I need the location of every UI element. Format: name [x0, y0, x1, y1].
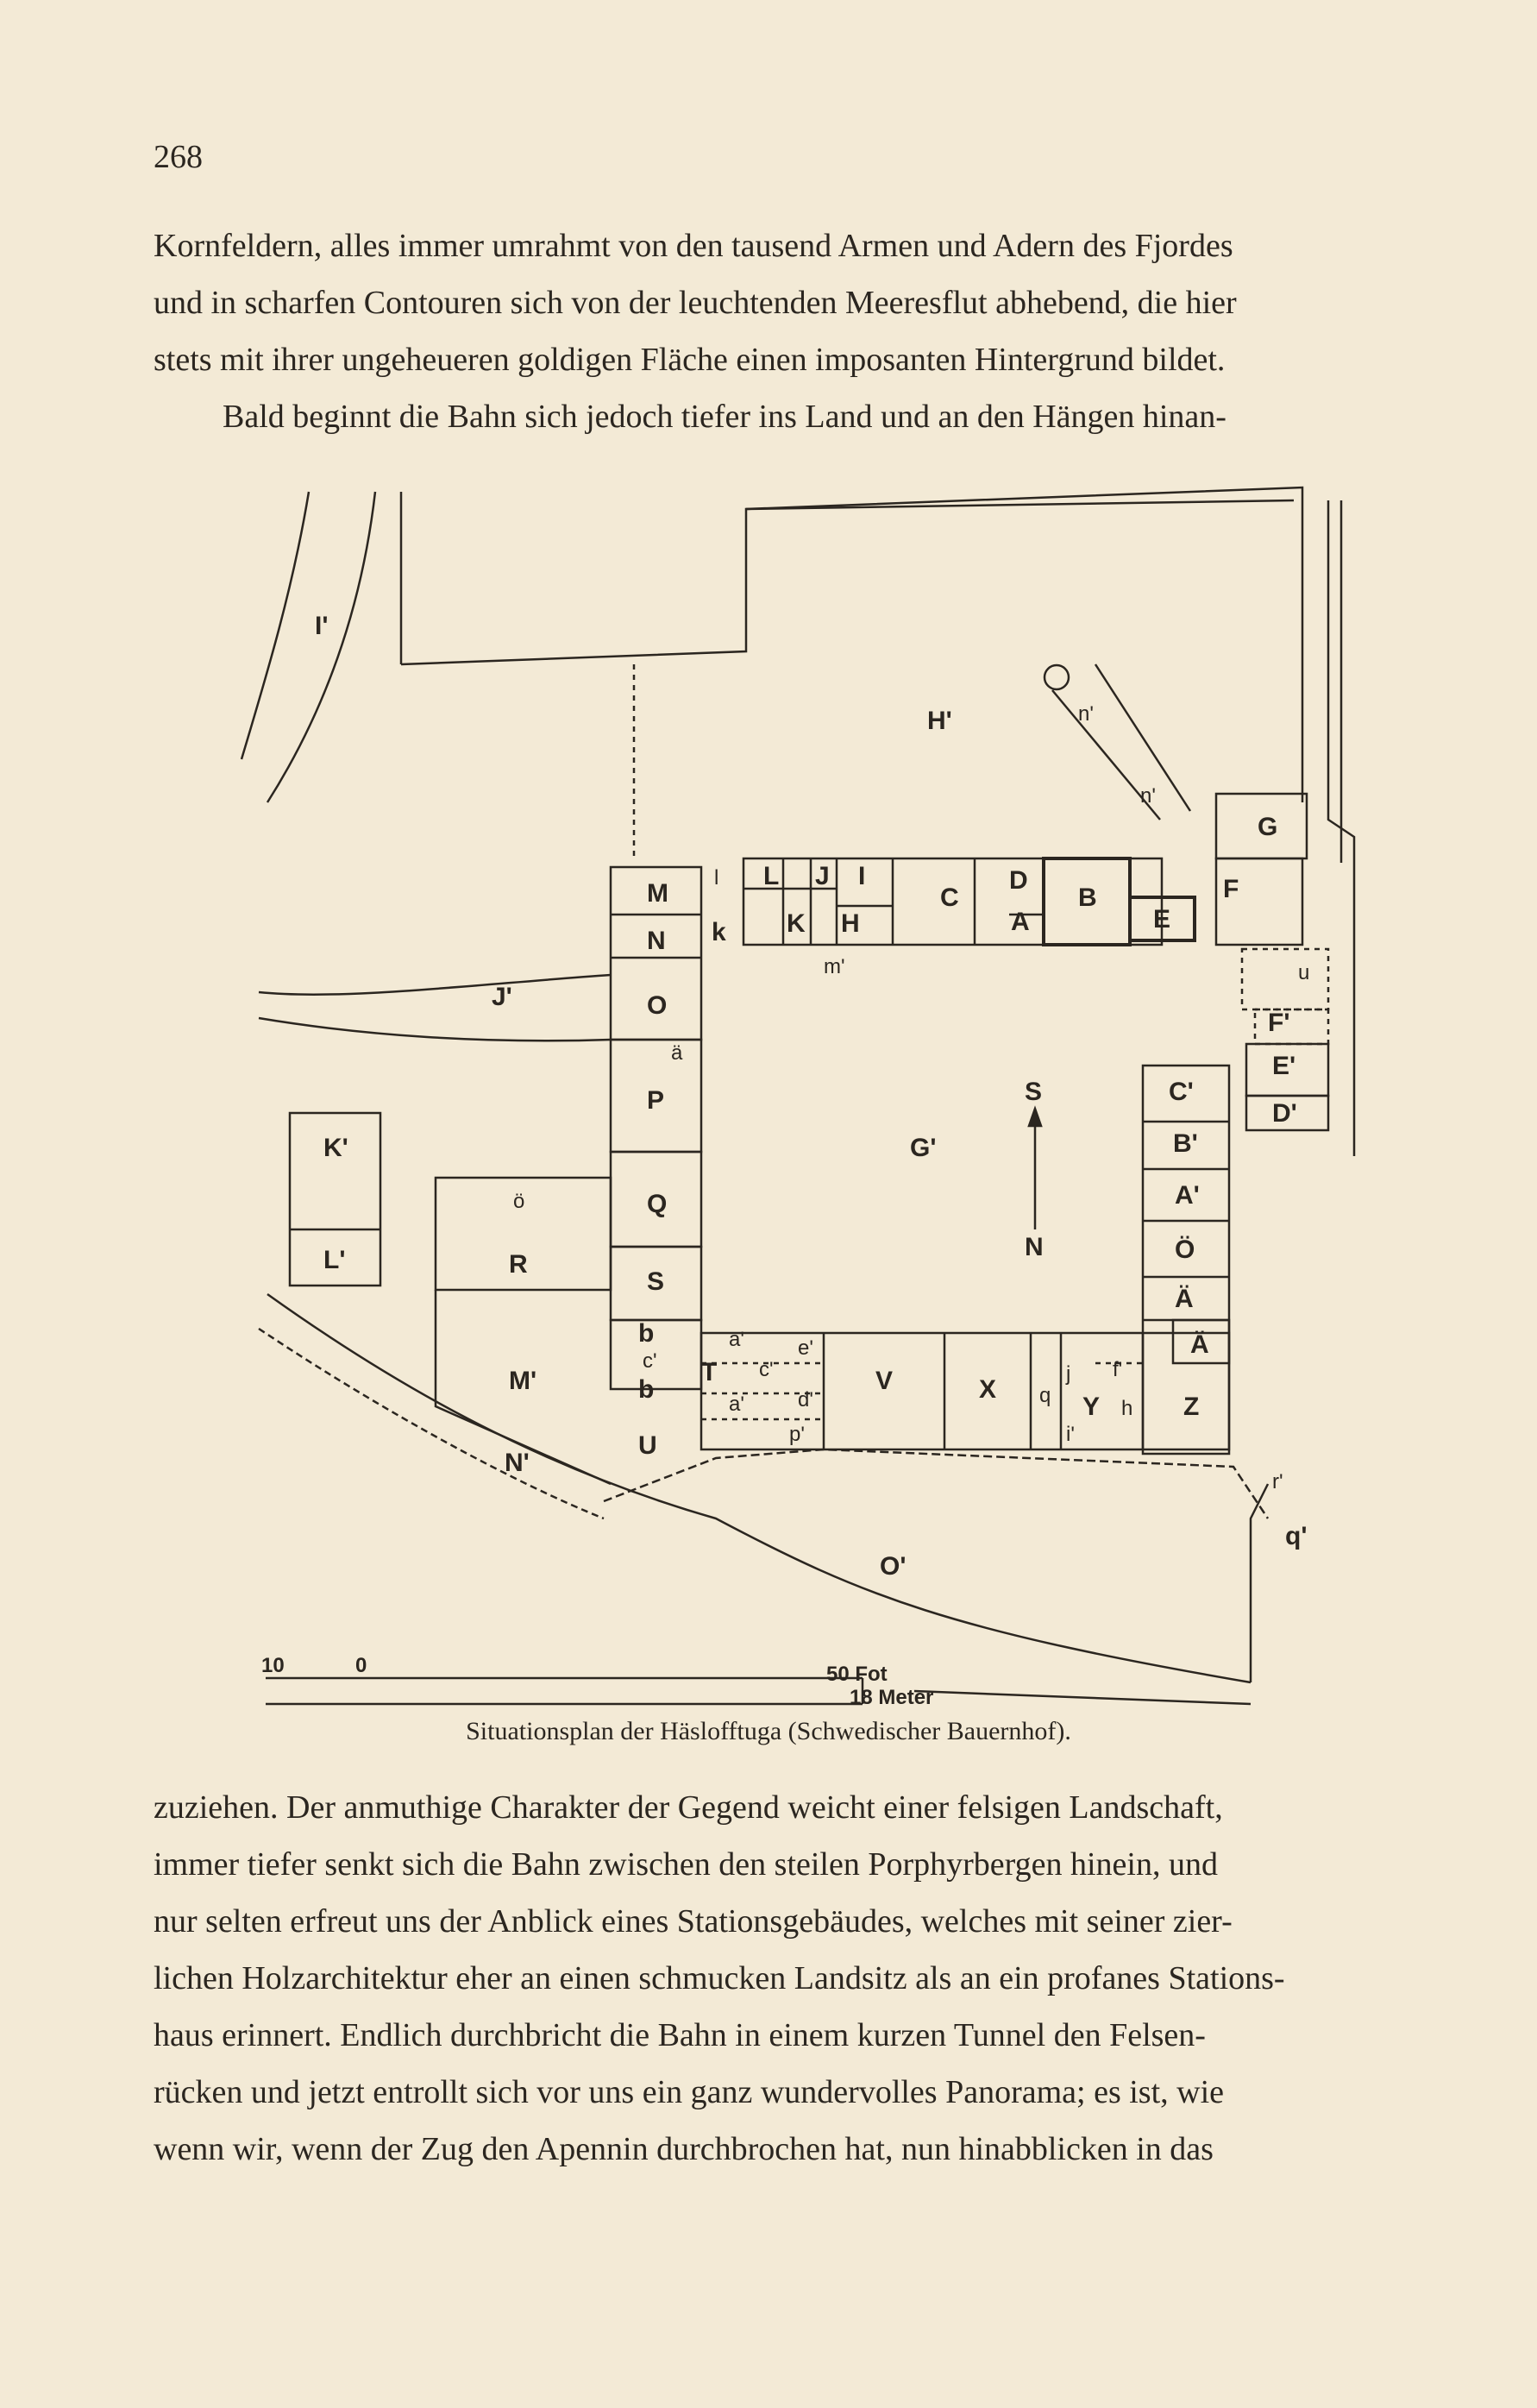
label-k: k — [712, 918, 726, 946]
label-n: n' — [1078, 702, 1094, 726]
label-K1: K' — [323, 1134, 348, 1162]
label-I1: I' — [315, 612, 329, 640]
label-P: P — [647, 1086, 665, 1115]
label-E: E — [1153, 905, 1171, 934]
label-AE: Ä — [1175, 1285, 1194, 1313]
label-B1: B' — [1173, 1129, 1198, 1158]
label-d: d' — [798, 1388, 813, 1411]
label-V: V — [875, 1367, 894, 1395]
scale-zero: 0 — [355, 1654, 367, 1677]
label-H1: H' — [927, 707, 952, 735]
label-ae: ä — [671, 1041, 683, 1065]
label-b: b — [638, 1319, 655, 1348]
label-Y: Y — [1082, 1393, 1101, 1421]
text-line: wenn wir, wenn der Zug den Apennin durchbrochen hat, nun hinabblicken in das — [154, 2131, 1214, 2167]
label-M1: M' — [509, 1367, 537, 1395]
label-r1: r' — [1272, 1470, 1283, 1493]
label-S: S — [647, 1267, 665, 1296]
text-line: nur selten erfreut uns der Anblick eines Stationsgebäudes, welches mit seiner zier- — [154, 1903, 1233, 1940]
label-O1: O' — [880, 1552, 907, 1581]
label-D: D — [1009, 866, 1028, 895]
label-c: c' — [643, 1349, 657, 1373]
label-H: H — [841, 909, 860, 938]
text-line: lichen Holzarchitektur eher an einen schmucken Landsitz als an ein profanes Stations- — [154, 1960, 1285, 1996]
label-j: j — [1066, 1362, 1071, 1386]
label-e: e' — [798, 1336, 813, 1360]
label-i: i' — [1066, 1423, 1075, 1446]
scale-fot: 50 Fot — [826, 1663, 888, 1686]
paragraph-bottom — [154, 1779, 1443, 2178]
label-q1: q' — [1285, 1522, 1308, 1550]
label-O: O — [647, 991, 668, 1020]
scale-left: 10 — [261, 1654, 285, 1677]
label-F: F — [1223, 875, 1239, 903]
label-u: u — [1298, 961, 1310, 984]
label-h: h — [1121, 1397, 1133, 1420]
label-D1: D' — [1272, 1099, 1297, 1128]
label-Q: Q — [647, 1190, 668, 1218]
label-X: X — [979, 1375, 997, 1404]
text-line: haus erinnert. Endlich durchbricht die Bahn in einem kurzen Tunnel den Felsen- — [154, 2017, 1206, 2053]
label-E1: E' — [1272, 1052, 1296, 1080]
label-C: C — [940, 883, 959, 912]
label-c2: c' — [759, 1358, 774, 1381]
label-n2: n' — [1140, 784, 1156, 808]
page-number: 268 — [154, 139, 203, 175]
text-line: stets mit ihrer ungeheueren goldigen Fläche einen imposanten Hintergrund bildet. — [154, 342, 1226, 378]
text-line: Bald beginnt die Bahn sich jedoch tiefer ins Land und an den Hängen hinan- — [223, 399, 1226, 435]
label-Z: Z — [1183, 1393, 1200, 1421]
label-L1: L' — [323, 1246, 346, 1274]
label-C1: C' — [1169, 1078, 1194, 1106]
text-line: und in scharfen Contouren sich von der leuchtenden Meeresflut abhebend, die hier — [154, 285, 1237, 321]
label-b2: b — [638, 1375, 655, 1404]
text-line: rücken und jetzt entrollt sich vor uns ein ganz wundervolles Panorama; es ist, wie — [154, 2074, 1225, 2110]
label-M: M — [647, 879, 668, 908]
label-oe: ö — [513, 1190, 525, 1213]
label-a2: a' — [729, 1393, 744, 1416]
label-G: G — [1258, 813, 1278, 841]
label-K: K — [787, 909, 806, 938]
label-T: T — [701, 1358, 718, 1386]
label-J: J — [815, 862, 830, 890]
label-J1: J' — [492, 983, 512, 1011]
label-A1: A' — [1175, 1181, 1200, 1210]
label-U: U — [638, 1431, 657, 1460]
label-OE: Ö — [1175, 1235, 1195, 1264]
label-AE-2: Ä — [1190, 1330, 1209, 1359]
paragraph-top — [154, 217, 1443, 445]
label-p: p' — [789, 1423, 805, 1446]
label-R: R — [509, 1250, 528, 1279]
label-N-arrow: N — [1025, 1233, 1044, 1261]
label-a: a' — [729, 1328, 744, 1351]
label-N1: N' — [505, 1449, 530, 1477]
label-l: l — [714, 866, 719, 890]
scale-meter: 18 Meter — [850, 1686, 934, 1709]
label-f: f' — [1113, 1358, 1123, 1381]
label-A: A — [1011, 908, 1030, 936]
text-line: zuziehen. Der anmuthige Charakter der Gegend weicht einer felsigen Landschaft, — [154, 1789, 1223, 1826]
text-line: Kornfeldern, alles immer umrahmt von den tausend Armen und Adern des Fjordes — [154, 228, 1233, 264]
text-line: immer tiefer senkt sich die Bahn zwischen den steilen Porphyrbergen hinein, und — [154, 1846, 1218, 1883]
label-F1: F' — [1268, 1009, 1290, 1037]
label-q: q — [1039, 1384, 1051, 1407]
label-G1: G' — [910, 1134, 937, 1162]
label-I: I — [858, 862, 866, 890]
label-L: L — [763, 862, 780, 890]
label-N: N — [647, 927, 666, 955]
figure-caption: Situationsplan der Häslofftuga (Schwedischer Bauernhof). — [466, 1717, 1071, 1745]
label-S-arrow: S — [1025, 1078, 1043, 1106]
label-m: m' — [824, 955, 845, 978]
site-plan-figure — [0, 466, 1537, 1717]
label-B: B — [1078, 883, 1097, 912]
